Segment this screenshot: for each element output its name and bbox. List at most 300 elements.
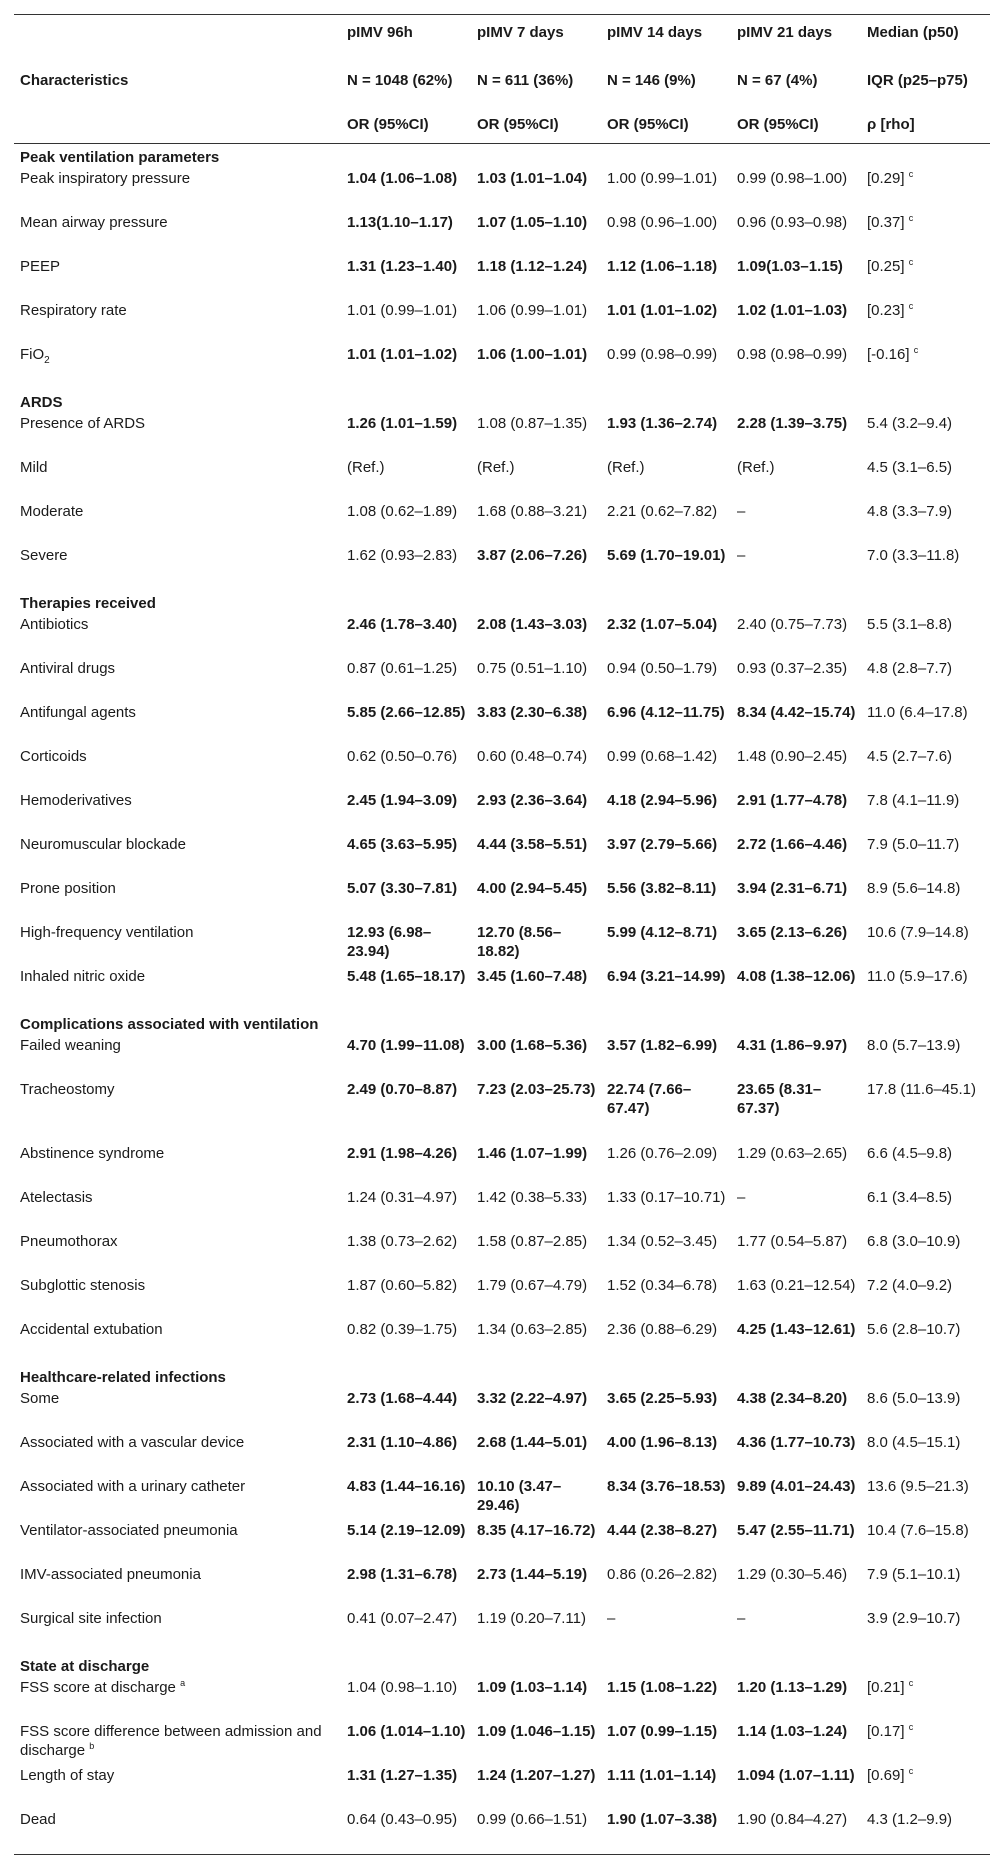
table-cell (341, 791, 471, 835)
cell-value: 4.8 (2.8–7.7) (867, 660, 953, 677)
cell-value: [0.37] $^c$ (867, 213, 914, 231)
cell-value: 17.8 (11.6–45.1) (867, 1081, 976, 1098)
table-cell (861, 1521, 990, 1565)
table-cell (471, 1722, 601, 1766)
row-label: Accidental extubation (20, 1321, 163, 1338)
cell-value: – (737, 1610, 746, 1627)
table-cell (731, 615, 861, 659)
cell-value: 5.6 (2.8–10.7) (867, 1321, 961, 1338)
table-cell (731, 1565, 861, 1609)
n-col-4: N = 67 (4%) (737, 72, 818, 89)
n-col-2: N = 611 (36%) (477, 72, 574, 89)
table-row (14, 967, 990, 1011)
cell-value: 0.60 (0.48–0.74) (477, 748, 588, 765)
cell-value: 4.5 (3.1–6.5) (867, 459, 953, 476)
row-label: Failed weaning (20, 1037, 121, 1054)
cell-value: 5.56 (3.82–8.11) (607, 880, 717, 897)
cell-value: (Ref.) (737, 459, 775, 476)
table-cell (861, 1276, 990, 1320)
table-cell (601, 1609, 731, 1653)
table-cell (601, 879, 731, 923)
cell-value: – (607, 1610, 616, 1627)
cell-value: 2.91 (1.98–4.26) (347, 1145, 458, 1162)
table-cell (471, 879, 601, 923)
table-cell (601, 1232, 731, 1276)
table-cell (341, 835, 471, 879)
cell-value: 1.33 (0.17–10.71) (607, 1189, 726, 1206)
table-row (14, 1521, 990, 1565)
row-label: Dead (20, 1811, 56, 1828)
cell-value: 0.75 (0.51–1.10) (477, 660, 588, 677)
table-cell (471, 615, 601, 659)
cell-value: 0.99 (0.66–1.51) (477, 1811, 588, 1828)
table-cell (601, 1810, 731, 1855)
table-cell (731, 659, 861, 703)
cell-value: 2.72 (1.66–4.46) (737, 836, 848, 853)
stat-col-2: OR (95%CI) (477, 116, 559, 133)
table-cell (471, 1521, 601, 1565)
table-cell (341, 747, 471, 791)
cell-footnote: c (908, 213, 914, 223)
table-cell (861, 458, 990, 502)
cell-value: 1.24 (1.207–1.27) (477, 1767, 596, 1784)
cell-footnote: c (908, 1766, 914, 1776)
table-cell (601, 1080, 731, 1144)
table-cell (731, 1678, 861, 1722)
cell-value: 0.62 (0.50–0.76) (347, 748, 458, 765)
table-cell (861, 1810, 990, 1855)
table-cell (341, 1232, 471, 1276)
cell-value: 2.49 (0.70–8.87) (347, 1081, 458, 1098)
table-cell (601, 835, 731, 879)
cell-value: 2.68 (1.44–5.01) (477, 1434, 588, 1451)
cell-value: 1.06 (1.014–1.10) (347, 1723, 466, 1740)
cell-value: 1.00 (0.99–1.01) (607, 170, 718, 187)
cell-value: 1.42 (0.38–5.33) (477, 1189, 588, 1206)
table-cell (471, 1188, 601, 1232)
cell-value: 1.03 (1.01–1.04) (477, 170, 588, 187)
table-cell (341, 1276, 471, 1320)
table-cell (471, 502, 601, 546)
table-cell (601, 169, 731, 213)
cell-value: 8.34 (4.42–15.74) (737, 704, 856, 721)
section-title: Therapies received (20, 595, 156, 612)
section-title: Peak ventilation parameters (20, 149, 220, 166)
cell-value: 4.18 (2.94–5.96) (607, 792, 718, 809)
cell-value: 1.06 (0.99–1.01) (477, 302, 588, 319)
table-cell (731, 414, 861, 458)
table-cell (471, 1080, 601, 1144)
table-cell (861, 835, 990, 879)
table-cell (341, 923, 471, 967)
table-cell (341, 502, 471, 546)
table-cell (731, 546, 861, 590)
n-col-5: IQR (p25–p75) (867, 72, 968, 89)
cell-value: [-0.16] $^c$ (867, 345, 919, 363)
table-cell (471, 257, 601, 301)
table-cell (601, 1036, 731, 1080)
cell-value: 1.01 (1.01–1.02) (347, 346, 458, 363)
row-label: Mean airway pressure (20, 214, 168, 231)
cell-value: 1.13(1.10–1.17) (347, 214, 453, 231)
table-row (14, 169, 990, 213)
stat-col-5: ρ [rho] (867, 116, 915, 133)
table-cell (471, 546, 601, 590)
cell-value: 2.31 (1.10–4.86) (347, 1434, 458, 1451)
table-header (14, 15, 990, 144)
cell-value: 1.14 (1.03–1.24) (737, 1723, 848, 1740)
cell-value: 2.36 (0.88–6.29) (607, 1321, 718, 1338)
cell-value: 4.08 (1.38–12.06) (737, 968, 856, 985)
cell-value: 1.20 (1.13–1.29) (737, 1679, 848, 1696)
cell-value: 1.31 (1.27–1.35) (347, 1767, 458, 1784)
header-row-stat (14, 113, 990, 144)
cell-value: 2.32 (1.07–5.04) (607, 616, 718, 633)
table-cell (731, 1276, 861, 1320)
table-cell (731, 1036, 861, 1080)
table-cell (731, 301, 861, 345)
table-cell (861, 703, 990, 747)
cell-value: 23.65 (8.31–67.37) (737, 1081, 822, 1117)
label-subscript: 2 (44, 355, 50, 366)
row-label: Respiratory rate (20, 302, 127, 319)
cell-value: 4.25 (1.43–12.61) (737, 1321, 856, 1338)
table-cell (731, 257, 861, 301)
cell-value: 1.48 (0.90–2.45) (737, 748, 848, 765)
stat-col-3: OR (95%CI) (607, 116, 689, 133)
table-row (14, 1036, 990, 1080)
row-label: Tracheostomy (20, 1081, 115, 1098)
cell-value: 1.58 (0.87–2.85) (477, 1233, 588, 1250)
cell-value: 3.94 (2.31–6.71) (737, 880, 848, 897)
table-cell (471, 345, 601, 389)
cell-value: 2.46 (1.78–3.40) (347, 616, 458, 633)
cell-value: 0.93 (0.37–2.35) (737, 660, 848, 677)
table-cell (601, 1722, 731, 1766)
cell-value: 1.09(1.03–1.15) (737, 258, 843, 275)
table-cell (471, 1036, 601, 1080)
table-cell (731, 967, 861, 1011)
table-row (14, 213, 990, 257)
section-header-row (14, 1364, 990, 1389)
cell-value: 0.99 (0.98–1.00) (737, 170, 848, 187)
cell-value: [0.29] $^c$ (867, 169, 914, 187)
cell-footnote: c (908, 257, 914, 267)
cell-value: [0.17] $^c$ (867, 1722, 914, 1740)
cell-value: 0.94 (0.50–1.79) (607, 660, 718, 677)
section-header-row (14, 590, 990, 615)
cell-value: 1.094 (1.07–1.11) (737, 1767, 855, 1784)
section-header-row (14, 1011, 990, 1036)
table-cell (471, 1320, 601, 1364)
cell-value: 1.04 (0.98–1.10) (347, 1679, 458, 1696)
cell-value: 6.8 (3.0–10.9) (867, 1233, 961, 1250)
table-cell (341, 1521, 471, 1565)
table-cell (861, 791, 990, 835)
cell-value: 4.31 (1.86–9.97) (737, 1037, 848, 1054)
cell-value: 1.31 (1.23–1.40) (347, 258, 458, 275)
table-cell (341, 1477, 471, 1521)
table-cell (861, 345, 990, 389)
table-cell (861, 1609, 990, 1653)
row-label: FiO$_2$ (20, 346, 50, 366)
table-cell (861, 1036, 990, 1080)
cell-value: 1.08 (0.87–1.35) (477, 415, 588, 432)
table-row (14, 414, 990, 458)
table-cell (471, 1565, 601, 1609)
table-row (14, 747, 990, 791)
table-cell (341, 257, 471, 301)
row-label: Ventilator-associated pneumonia (20, 1522, 238, 1539)
cell-value: 2.21 (0.62–7.82) (607, 503, 718, 520)
cell-value: 1.19 (0.20–7.11) (477, 1610, 586, 1627)
row-label: High-frequency ventilation (20, 924, 194, 941)
cell-value: 7.8 (4.1–11.9) (867, 792, 960, 809)
table-row (14, 835, 990, 879)
table-cell (601, 967, 731, 1011)
table-cell (601, 1565, 731, 1609)
cell-value: 4.83 (1.44–16.16) (347, 1478, 466, 1495)
table-cell (341, 1722, 471, 1766)
table-cell (731, 1722, 861, 1766)
table-cell (341, 615, 471, 659)
table-cell (731, 1609, 861, 1653)
table-cell (471, 747, 601, 791)
table-cell (341, 1144, 471, 1188)
table-cell (731, 1144, 861, 1188)
table-cell (601, 615, 731, 659)
table-row (14, 1232, 990, 1276)
row-label: FSS score at discharge $^a$ (20, 1678, 186, 1696)
row-label: Moderate (20, 503, 84, 520)
cell-value: 1.90 (0.84–4.27) (737, 1811, 848, 1828)
table-cell (861, 659, 990, 703)
cell-value: 1.93 (1.36–2.74) (607, 415, 718, 432)
header-row-n (14, 71, 990, 113)
table-cell (471, 703, 601, 747)
cell-value: (Ref.) (347, 459, 385, 476)
row-label: Associated with a urinary catheter (20, 1478, 246, 1495)
table-cell (341, 1678, 471, 1722)
table-cell (601, 659, 731, 703)
table-cell (731, 1320, 861, 1364)
table-cell (471, 967, 601, 1011)
table-row (14, 1433, 990, 1477)
table-cell (731, 169, 861, 213)
table-row (14, 301, 990, 345)
table-cell (471, 1477, 601, 1521)
table-row (14, 791, 990, 835)
cell-value: 5.48 (1.65–18.17) (347, 968, 466, 985)
table-body (14, 144, 990, 1855)
n-col-3: N = 146 (9%) (607, 72, 696, 89)
table-cell (341, 967, 471, 1011)
table-cell (861, 923, 990, 967)
cell-value: 5.85 (2.66–12.85) (347, 704, 466, 721)
cell-value: 5.4 (3.2–9.4) (867, 415, 953, 432)
cell-value: 3.83 (2.30–6.38) (477, 704, 588, 721)
cell-value: 4.00 (1.96–8.13) (607, 1434, 718, 1451)
table-container (14, 14, 990, 1855)
table-cell (601, 703, 731, 747)
table-cell (471, 169, 601, 213)
cell-value: – (737, 503, 746, 520)
table-cell (861, 1144, 990, 1188)
table-cell (731, 747, 861, 791)
table-cell (471, 458, 601, 502)
section-title: Healthcare-related infections (20, 1369, 226, 1386)
table-cell (731, 1433, 861, 1477)
table-cell (471, 213, 601, 257)
cell-value: 1.01 (0.99–1.01) (347, 302, 458, 319)
cell-value: [0.25] $^c$ (867, 257, 914, 275)
table-row (14, 703, 990, 747)
table-cell (471, 923, 601, 967)
table-row (14, 458, 990, 502)
table-row (14, 1565, 990, 1609)
cell-value: 3.45 (1.60–7.48) (477, 968, 588, 985)
table-cell (861, 1433, 990, 1477)
cell-value: 4.44 (2.38–8.27) (607, 1522, 718, 1539)
cell-value: 11.0 (5.9–17.6) (867, 968, 968, 985)
table-cell (861, 615, 990, 659)
table-cell (601, 1144, 731, 1188)
table-cell (861, 301, 990, 345)
cell-value: 2.28 (1.39–3.75) (737, 415, 848, 432)
table-cell (601, 1188, 731, 1232)
table-cell (341, 213, 471, 257)
table-row (14, 1609, 990, 1653)
section-title: ARDS (20, 394, 63, 411)
cell-value: 0.98 (0.98–0.99) (737, 346, 848, 363)
table-cell (341, 659, 471, 703)
cell-value: 0.99 (0.98–0.99) (607, 346, 718, 363)
table-cell (471, 791, 601, 835)
row-label: IMV-associated pneumonia (20, 1566, 201, 1583)
table-cell (731, 703, 861, 747)
table-cell (731, 1810, 861, 1855)
table-cell (861, 546, 990, 590)
cell-value: 9.89 (4.01–24.43) (737, 1478, 856, 1495)
table-row (14, 1389, 990, 1433)
cell-value: 8.9 (5.6–14.8) (867, 880, 961, 897)
table-cell (861, 967, 990, 1011)
row-label: Antibiotics (20, 616, 89, 633)
table-cell (861, 414, 990, 458)
cell-value: 1.90 (1.07–3.38) (607, 1811, 718, 1828)
cell-value: 5.14 (2.19–12.09) (347, 1522, 466, 1539)
row-label: Hemoderivatives (20, 792, 132, 809)
cell-value: 7.23 (2.03–25.73) (477, 1081, 596, 1098)
row-label: PEEP (20, 258, 61, 275)
table-cell (601, 257, 731, 301)
cell-value: 0.82 (0.39–1.75) (347, 1321, 458, 1338)
table-row (14, 1188, 990, 1232)
cell-value: 4.44 (3.58–5.51) (477, 836, 588, 853)
table-cell (861, 1722, 990, 1766)
cell-value: 4.5 (2.7–7.6) (867, 748, 953, 765)
table-cell (731, 345, 861, 389)
section-header-row (14, 1653, 990, 1678)
table-cell (601, 1521, 731, 1565)
cell-value: 3.65 (2.13–6.26) (737, 924, 848, 941)
table-row (14, 1810, 990, 1855)
section-title: State at discharge (20, 1658, 150, 1675)
cell-value: 1.79 (0.67–4.79) (477, 1277, 588, 1294)
table-row (14, 1144, 990, 1188)
cell-value: [0.21] $^c$ (867, 1678, 914, 1696)
cell-value: 0.86 (0.26–2.82) (607, 1566, 718, 1583)
row-label: FSS score difference between admission and discharge $^b$ (20, 1723, 322, 1759)
cell-value: 8.35 (4.17–16.72) (477, 1522, 596, 1539)
results-table (14, 14, 990, 1855)
table-row (14, 659, 990, 703)
characteristics-label: Characteristics (20, 72, 129, 89)
header-col-1: pIMV 96h (347, 24, 413, 41)
table-cell (861, 1232, 990, 1276)
table-cell (471, 1232, 601, 1276)
cell-value: 1.01 (1.01–1.02) (607, 302, 718, 319)
cell-value: 0.87 (0.61–1.25) (347, 660, 458, 677)
cell-value: 1.34 (0.52–3.45) (607, 1233, 718, 1250)
cell-value: 8.34 (3.76–18.53) (607, 1478, 726, 1495)
table-cell (341, 1766, 471, 1810)
table-cell (731, 458, 861, 502)
cell-footnote: c (908, 1678, 914, 1688)
table-cell (731, 879, 861, 923)
table-row (14, 1477, 990, 1521)
stat-blank (14, 113, 341, 144)
cell-value: 1.15 (1.08–1.22) (607, 1679, 718, 1696)
table-cell (341, 1810, 471, 1855)
cell-value: 7.9 (5.0–11.7) (867, 836, 960, 853)
table-cell (341, 703, 471, 747)
table-cell (601, 213, 731, 257)
header-col-4: pIMV 21 days (737, 24, 833, 41)
cell-value: 13.6 (9.5–21.3) (867, 1478, 969, 1495)
table-cell (731, 1389, 861, 1433)
cell-value: 12.93 (6.98–23.94) (347, 924, 432, 960)
table-cell (341, 1389, 471, 1433)
cell-value: 12.70 (8.56–18.82) (477, 924, 562, 960)
cell-value: [0.69] $^c$ (867, 1766, 914, 1784)
cell-value: 4.38 (2.34–8.20) (737, 1390, 848, 1407)
header-col-2: pIMV 7 days (477, 24, 564, 41)
cell-value: 2.91 (1.77–4.78) (737, 792, 848, 809)
table-cell (341, 1080, 471, 1144)
cell-value: 3.87 (2.06–7.26) (477, 547, 588, 564)
table-cell (731, 923, 861, 967)
table-cell (601, 502, 731, 546)
table-cell (601, 1433, 731, 1477)
cell-value: 7.0 (3.3–11.8) (867, 547, 960, 564)
table-cell (341, 1565, 471, 1609)
table-cell (861, 1080, 990, 1144)
stat-col-4: OR (95%CI) (737, 116, 819, 133)
row-label: Associated with a vascular device (20, 1434, 245, 1451)
row-label: Neuromuscular blockade (20, 836, 186, 853)
table-cell (471, 659, 601, 703)
table-cell (731, 791, 861, 835)
table-row (14, 1678, 990, 1722)
cell-value: 1.52 (0.34–6.78) (607, 1277, 718, 1294)
cell-value: 10.4 (7.6–15.8) (867, 1522, 969, 1539)
cell-value: 3.57 (1.82–6.99) (607, 1037, 718, 1054)
table-cell (601, 747, 731, 791)
table-row (14, 1320, 990, 1364)
cell-value: 1.26 (0.76–2.09) (607, 1145, 718, 1162)
row-label: Pneumothorax (20, 1233, 118, 1250)
